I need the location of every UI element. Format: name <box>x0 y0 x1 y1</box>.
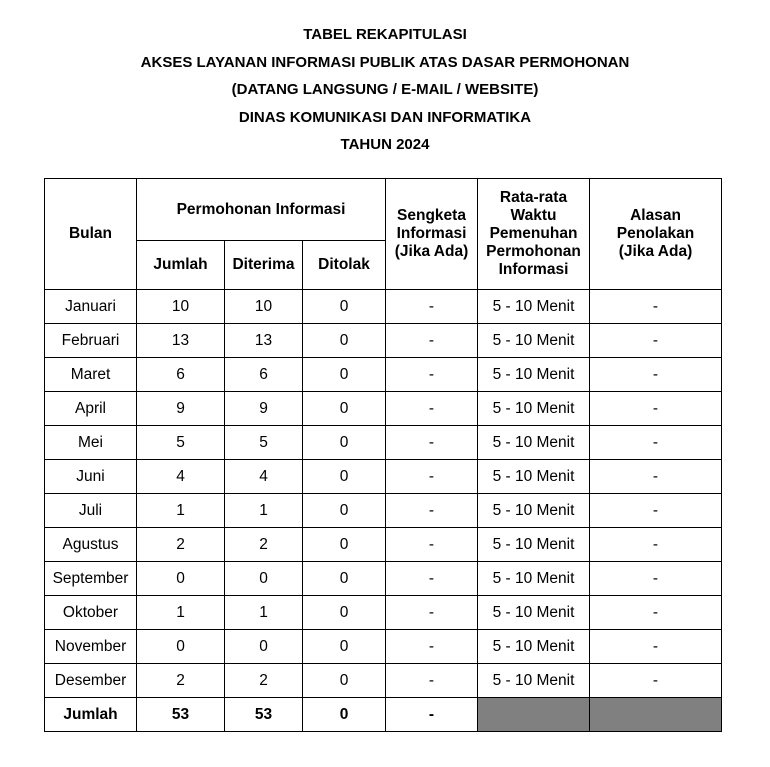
cell-alasan: - <box>590 426 722 460</box>
cell-diterima: 2 <box>225 528 303 562</box>
cell-diterima: 10 <box>225 290 303 324</box>
cell-ditolak: 0 <box>303 426 386 460</box>
total-diterima: 53 <box>225 698 303 732</box>
total-row <box>45 698 722 732</box>
cell-sengketa: - <box>386 324 478 358</box>
header-waktu-line: Informasi <box>498 261 569 278</box>
total-jumlah: 53 <box>137 698 225 732</box>
cell-jumlah: 2 <box>137 528 225 562</box>
cell-waktu: 5 - 10 Menit <box>478 596 590 630</box>
cell-sengketa: - <box>386 528 478 562</box>
cell-ditolak: 0 <box>303 290 386 324</box>
cell-jumlah: 4 <box>137 460 225 494</box>
header-alasan-line: Penolakan <box>616 225 695 242</box>
cell-waktu: 5 - 10 Menit <box>478 562 590 596</box>
cell-bulan: Mei <box>45 426 137 460</box>
header-sengketa-line: Sengketa <box>397 207 466 224</box>
cell-waktu: 5 - 10 Menit <box>478 664 590 698</box>
cell-jumlah: 1 <box>137 494 225 528</box>
cell-waktu: 5 - 10 Menit <box>478 392 590 426</box>
cell-bulan: September <box>45 562 137 596</box>
cell-ditolak: 0 <box>303 664 386 698</box>
cell-diterima: 0 <box>225 630 303 664</box>
header-waktu <box>478 179 590 290</box>
title-line-4: DINAS KOMUNIKASI DAN INFORMATIKA <box>238 108 532 126</box>
table-row <box>45 426 722 460</box>
title-line-1: TABEL REKAPITULASI <box>303 26 467 43</box>
cell-bulan: Oktober <box>45 596 137 630</box>
cell-alasan: - <box>590 290 722 324</box>
cell-sengketa: - <box>386 392 478 426</box>
cell-bulan: Desember <box>45 664 137 698</box>
cell-waktu: 5 - 10 Menit <box>478 358 590 392</box>
cell-diterima: 9 <box>225 392 303 426</box>
total-sengketa: - <box>386 698 478 732</box>
cell-diterima: 1 <box>225 596 303 630</box>
header-alasan-line: Alasan <box>630 207 681 224</box>
header-sengketa-line: (Jika Ada) <box>394 243 469 260</box>
cell-alasan: - <box>590 494 722 528</box>
cell-sengketa: - <box>386 358 478 392</box>
cell-alasan: - <box>590 630 722 664</box>
total-alasan-shaded <box>590 698 722 732</box>
cell-diterima: 2 <box>225 664 303 698</box>
header-jumlah: Jumlah <box>137 241 225 290</box>
cell-bulan: Februari <box>45 324 137 358</box>
cell-jumlah: 5 <box>137 426 225 460</box>
cell-jumlah: 0 <box>137 630 225 664</box>
cell-sengketa: - <box>386 460 478 494</box>
cell-diterima: 0 <box>225 562 303 596</box>
cell-waktu: 5 - 10 Menit <box>478 630 590 664</box>
cell-jumlah: 13 <box>137 324 225 358</box>
cell-sengketa: - <box>386 290 478 324</box>
cell-ditolak: 0 <box>303 392 386 426</box>
cell-alasan: - <box>590 664 722 698</box>
cell-diterima: 13 <box>225 324 303 358</box>
cell-bulan: April <box>45 392 137 426</box>
total-waktu-shaded <box>478 698 590 732</box>
recap-table <box>44 178 722 732</box>
cell-waktu: 5 - 10 Menit <box>478 460 590 494</box>
cell-diterima: 6 <box>225 358 303 392</box>
cell-bulan: Juli <box>45 494 137 528</box>
cell-alasan: - <box>590 460 722 494</box>
header-waktu-line: Pemenuhan <box>489 225 578 242</box>
cell-ditolak: 0 <box>303 494 386 528</box>
header-waktu-line: Permohonan <box>486 243 581 260</box>
table-body <box>45 290 722 732</box>
header-diterima: Diterima <box>225 241 303 290</box>
cell-alasan: - <box>590 324 722 358</box>
cell-diterima: 4 <box>225 460 303 494</box>
cell-sengketa: - <box>386 426 478 460</box>
cell-waktu: 5 - 10 Menit <box>478 290 590 324</box>
title-line-3: (DATANG LANGSUNG / E-MAIL / WEBSITE) <box>231 81 539 98</box>
cell-jumlah: 0 <box>137 562 225 596</box>
cell-diterima: 5 <box>225 426 303 460</box>
cell-bulan: Januari <box>45 290 137 324</box>
cell-sengketa: - <box>386 562 478 596</box>
table-row <box>45 324 722 358</box>
cell-jumlah: 6 <box>137 358 225 392</box>
header-sengketa-line: Informasi <box>396 225 467 242</box>
table-row <box>45 290 722 324</box>
header-bulan: Bulan <box>45 179 137 290</box>
cell-bulan: Agustus <box>45 528 137 562</box>
cell-bulan: Juni <box>45 460 137 494</box>
cell-ditolak: 0 <box>303 324 386 358</box>
cell-ditolak: 0 <box>303 358 386 392</box>
header-waktu-line: Rata-rata <box>499 189 568 206</box>
document-title <box>0 21 770 159</box>
cell-diterima: 1 <box>225 494 303 528</box>
cell-bulan: Maret <box>45 358 137 392</box>
header-waktu-line: Waktu <box>510 207 557 224</box>
table-row <box>45 528 722 562</box>
title-line-2: AKSES LAYANAN INFORMASI PUBLIK ATAS DASAR PERMOHONAN <box>140 53 630 71</box>
table-row <box>45 460 722 494</box>
table-header <box>45 179 722 290</box>
cell-waktu: 5 - 10 Menit <box>478 494 590 528</box>
table-row <box>45 494 722 528</box>
cell-alasan: - <box>590 358 722 392</box>
cell-ditolak: 0 <box>303 630 386 664</box>
header-sengketa <box>386 179 478 290</box>
table-row <box>45 562 722 596</box>
cell-sengketa: - <box>386 596 478 630</box>
table-row <box>45 358 722 392</box>
cell-ditolak: 0 <box>303 460 386 494</box>
cell-jumlah: 10 <box>137 290 225 324</box>
cell-sengketa: - <box>386 664 478 698</box>
cell-waktu: 5 - 10 Menit <box>478 324 590 358</box>
cell-ditolak: 0 <box>303 528 386 562</box>
total-ditolak: 0 <box>303 698 386 732</box>
cell-waktu: 5 - 10 Menit <box>478 528 590 562</box>
cell-jumlah: 1 <box>137 596 225 630</box>
cell-ditolak: 0 <box>303 596 386 630</box>
total-label: Jumlah <box>45 698 137 732</box>
cell-alasan: - <box>590 596 722 630</box>
table-row <box>45 664 722 698</box>
table-row <box>45 392 722 426</box>
cell-bulan: November <box>45 630 137 664</box>
table-row <box>45 596 722 630</box>
cell-sengketa: - <box>386 494 478 528</box>
cell-waktu: 5 - 10 Menit <box>478 426 590 460</box>
table-row <box>45 630 722 664</box>
cell-alasan: - <box>590 392 722 426</box>
cell-jumlah: 2 <box>137 664 225 698</box>
header-ditolak: Ditolak <box>303 241 386 290</box>
cell-ditolak: 0 <box>303 562 386 596</box>
header-permohonan: Permohonan Informasi <box>137 179 386 241</box>
header-alasan <box>590 179 722 290</box>
cell-sengketa: - <box>386 630 478 664</box>
cell-jumlah: 9 <box>137 392 225 426</box>
title-line-5: TAHUN 2024 <box>340 136 430 153</box>
header-alasan-line: (Jika Ada) <box>618 243 693 260</box>
cell-alasan: - <box>590 562 722 596</box>
cell-alasan: - <box>590 528 722 562</box>
